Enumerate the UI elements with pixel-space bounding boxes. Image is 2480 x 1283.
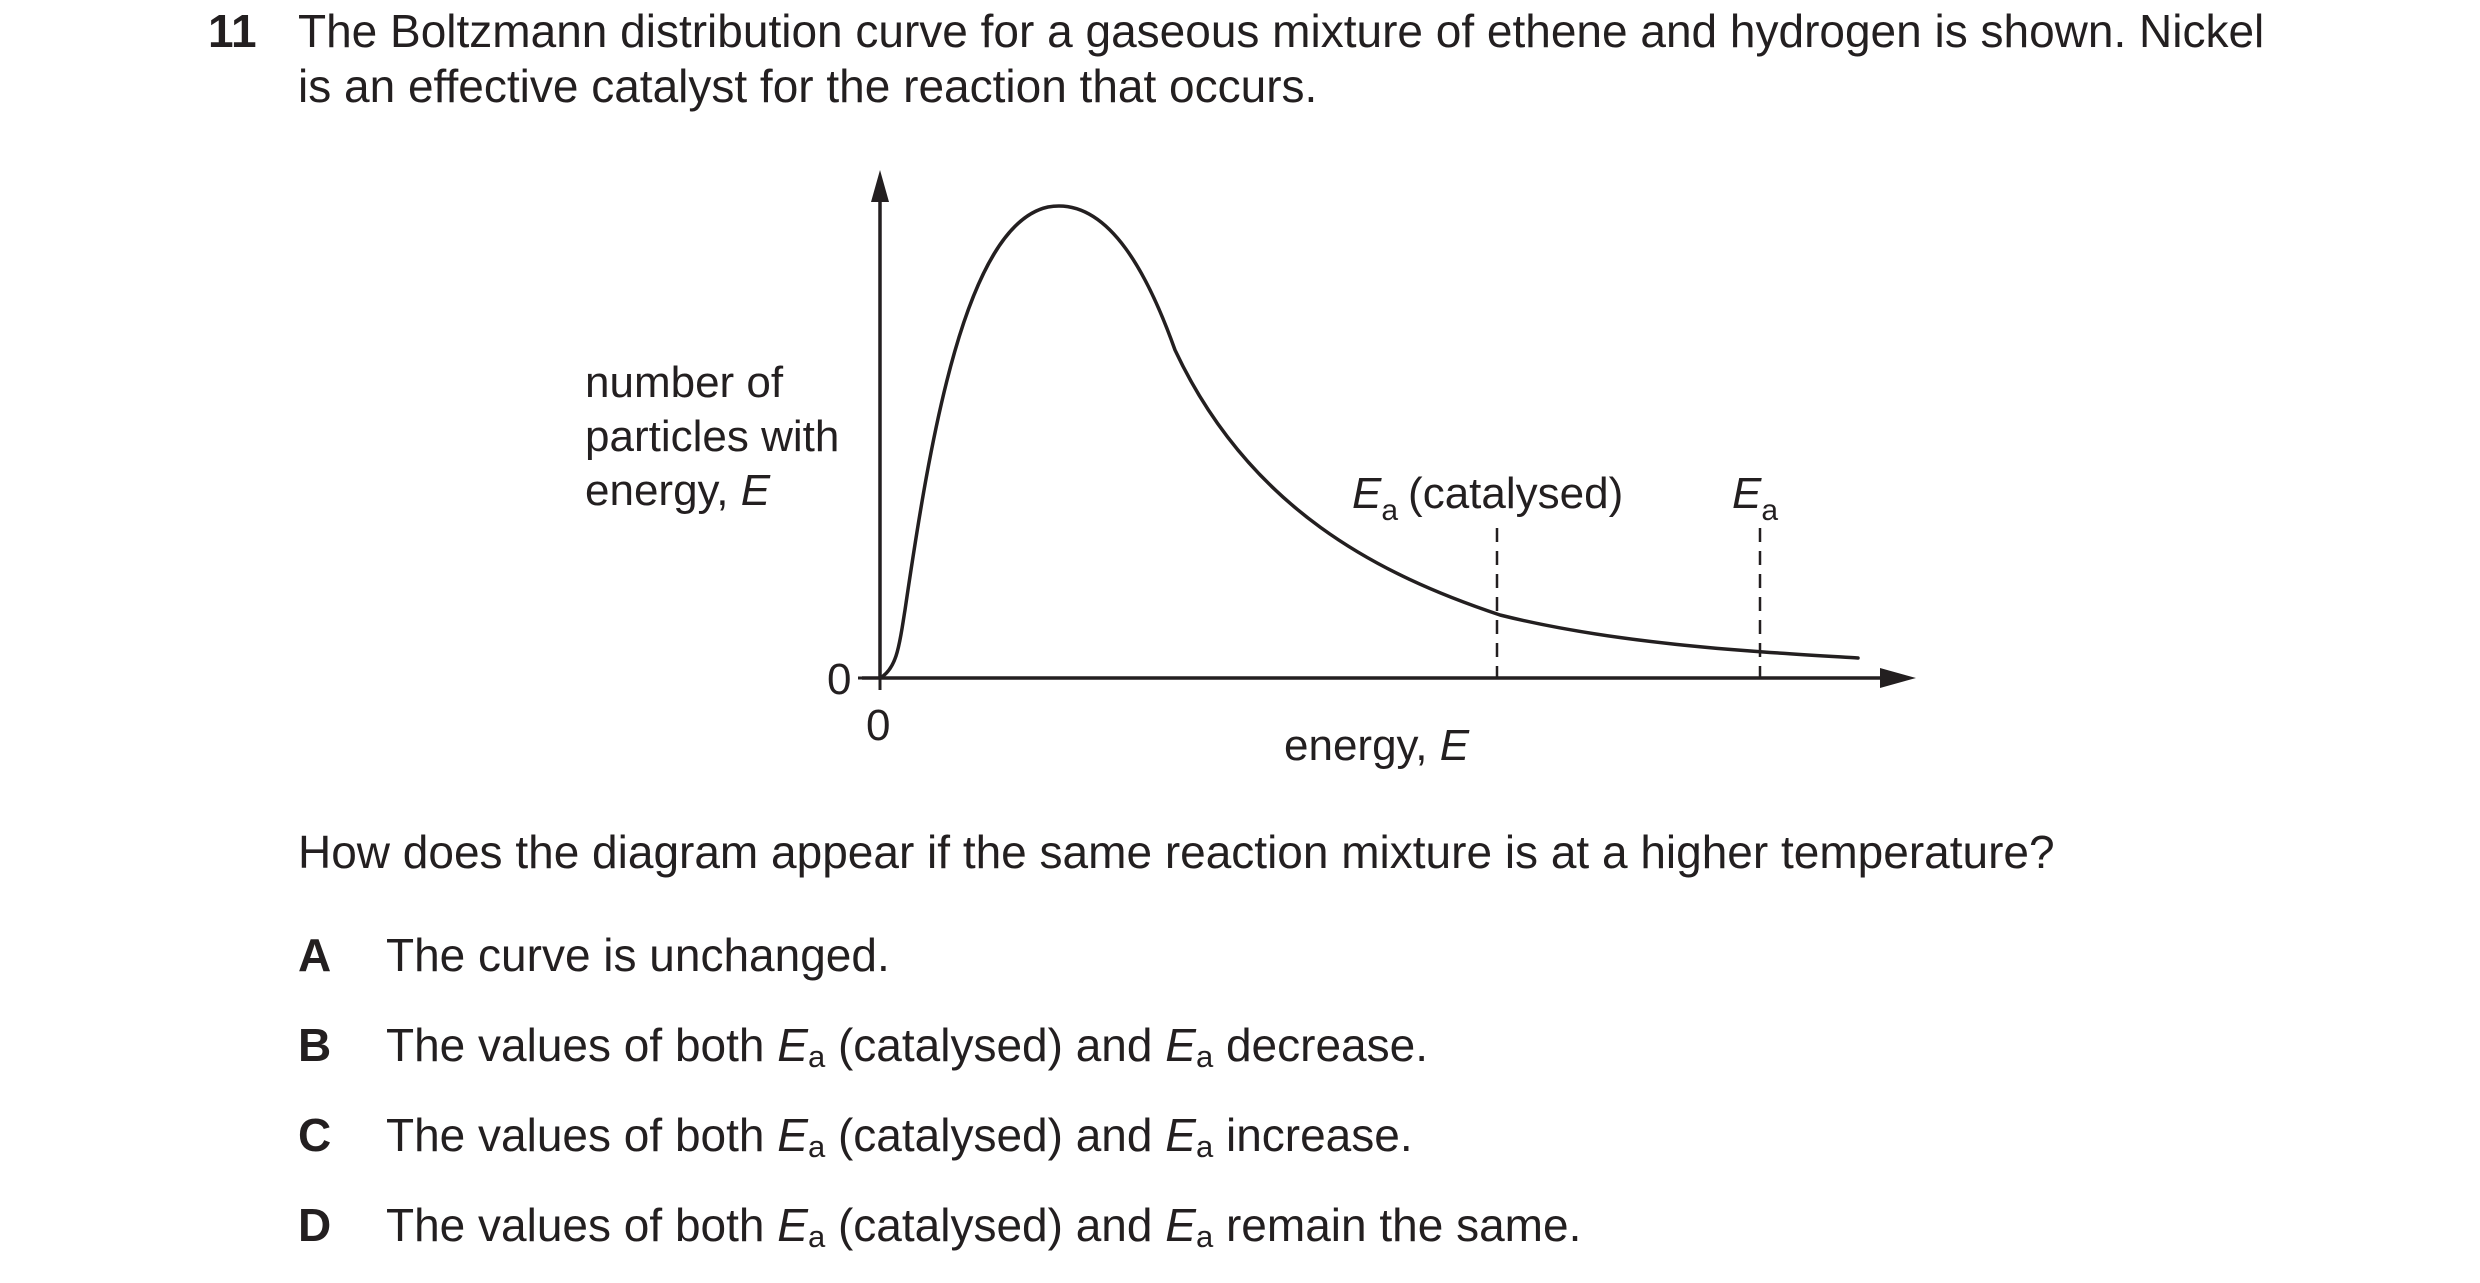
- option-c-letter: C: [298, 1109, 332, 1161]
- x-axis-arrowhead: [1880, 668, 1916, 688]
- stem-line-1: The Boltzmann distribution curve for a gaseous mixture of ethene and hydrogen is shown. Nickel: [298, 5, 2265, 57]
- option-b-letter: B: [298, 1019, 332, 1071]
- stem-line-2: is an effective catalyst for the reaction that occurs.: [298, 60, 1318, 112]
- option-d-letter: D: [298, 1199, 332, 1251]
- ea-catalysed-label: $E_a$ (catalysed): [1352, 469, 1624, 527]
- x-axis-label: energy, E: [1284, 721, 1470, 770]
- option-a-text: The curve is unchanged.: [386, 929, 890, 981]
- y-axis-arrowhead: [871, 170, 889, 202]
- x-origin-label: 0: [866, 701, 891, 750]
- distribution-curve: [880, 206, 1858, 678]
- option-b-text: The values of both $E_a$ (catalysed) and $E_a$ decrease.: [386, 1019, 1428, 1074]
- ea-label: $E_a$: [1732, 469, 1779, 527]
- question-prompt: How does the diagram appear if the same reaction mixture is at a higher temperature?: [298, 826, 2055, 878]
- option-d-text: The values of both $E_a$ (catalysed) and $E_a$ remain the same.: [386, 1199, 1582, 1254]
- option-a-letter: A: [298, 929, 332, 981]
- y-axis-label: number of particles with energy, E: [585, 358, 840, 515]
- question-number: 11: [208, 5, 257, 57]
- option-c-text: The values of both $E_a$ (catalysed) and $E_a$ increase.: [386, 1109, 1413, 1164]
- y-origin-label: 0: [827, 655, 852, 704]
